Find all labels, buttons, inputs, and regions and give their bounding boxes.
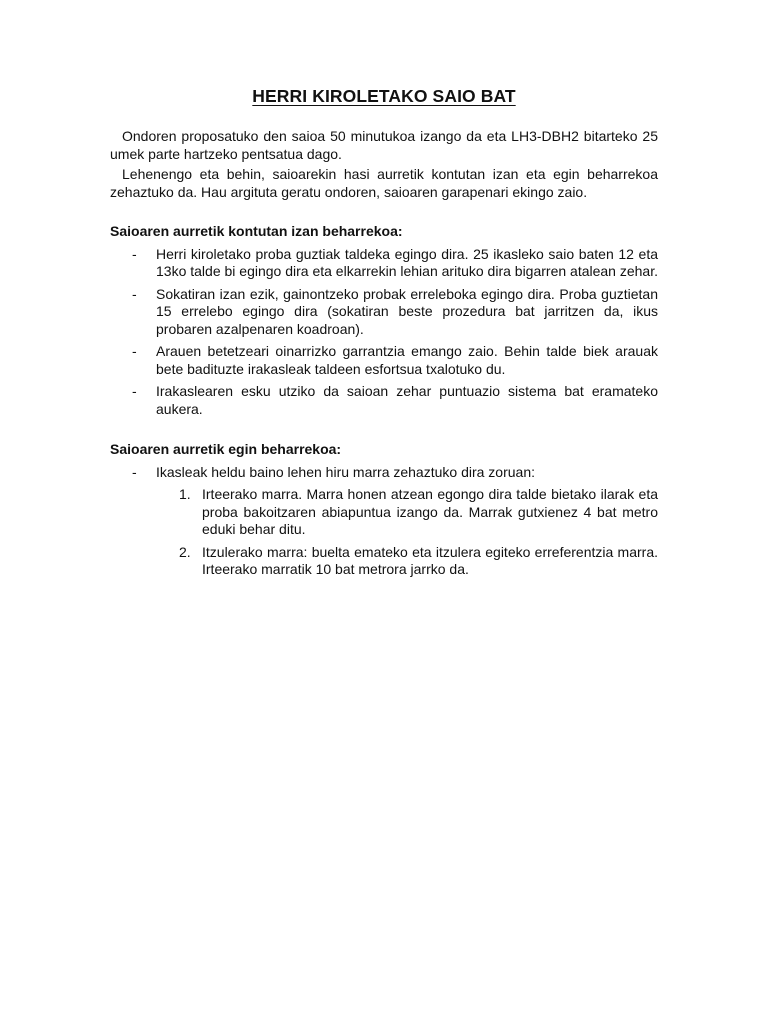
- numbered-item: [156, 544, 658, 579]
- dash-bullet: -: [132, 383, 137, 399]
- item-number: 1.: [179, 486, 191, 502]
- list-item: [110, 464, 658, 579]
- item-number: 2.: [179, 543, 191, 560]
- list-item: [110, 383, 658, 418]
- numbered-item-text: Irteerako marra. Marra honen atzean egongo dira talde bietako ilarak eta proba bakoitzaren abiapuntua izango da. Marrak gutxienez 4 bat metro eduki behar ditu.: [202, 486, 658, 537]
- dash-bullet: -: [132, 245, 137, 262]
- preparation-list: [110, 464, 658, 579]
- numbered-item: [156, 486, 658, 539]
- document-title: HERRI KIROLETAKO SAIO BAT: [252, 86, 516, 106]
- list-item-text: Arauen betetzeari oinarrizko garrantzia emango zaio. Behin talde biek arauak bete badituzte irakasleak taldeen esfortsua txalotuko du.: [156, 343, 658, 377]
- dash-bullet: -: [132, 463, 137, 480]
- list-item-text: Irakaslearen esku utziko da saioan zehar puntuazio sistema bat eramateko aukera.: [156, 383, 658, 417]
- intro-paragraph: Lehenengo eta behin, saioarekin hasi aurretik kontutan izan eta egin beharrekoa zehaztuko da. Hau argituta geratu ondoren, saioaren garapenari ekingo zaio.: [110, 166, 658, 200]
- dash-bullet: -: [132, 343, 137, 359]
- considerations-list: [110, 246, 658, 419]
- list-item: [110, 343, 658, 378]
- section-heading-preparation: Saioaren aurretik egin beharrekoa:: [110, 441, 342, 457]
- numbered-item-text: Itzulerako marra: buelta emateko eta itzulera egiteko erreferentzia marra. Irteerako marratik 10 bat metrora jarrko da.: [202, 543, 658, 577]
- numbered-list: [156, 486, 658, 579]
- document-body: [110, 128, 658, 584]
- dash-bullet: -: [132, 285, 137, 302]
- list-item-text: Ikasleak heldu baino lehen hiru marra zehaztuko dira zoruan:: [156, 463, 536, 480]
- list-item-text: Herri kiroletako proba guztiak taldeka egingo dira. 25 ikasleko saio baten 12 eta 13ko talde bi egingo dira eta elkarrekin lehian arituko dira bigarren atalean zehar.: [156, 245, 658, 279]
- section-heading-before-session: Saioaren aurretik kontutan izan beharrekoa:: [110, 223, 403, 239]
- list-item-text: Sokatiran izan ezik, gainontzeko probak erreleboka egingo dira. Proba guztietan 15 errelebo egingo dira (sokatiran beste prozedura bat jarritzen da, ikus probaren azalpenaren koadroan).: [156, 285, 658, 337]
- list-item: [110, 246, 658, 281]
- list-item: [110, 286, 658, 339]
- intro-paragraph: Ondoren proposatuko den saioa 50 minutukoa izango da eta LH3-DBH2 bitarteko 25 umek parte hartzeko pentsatua dago.: [110, 128, 658, 162]
